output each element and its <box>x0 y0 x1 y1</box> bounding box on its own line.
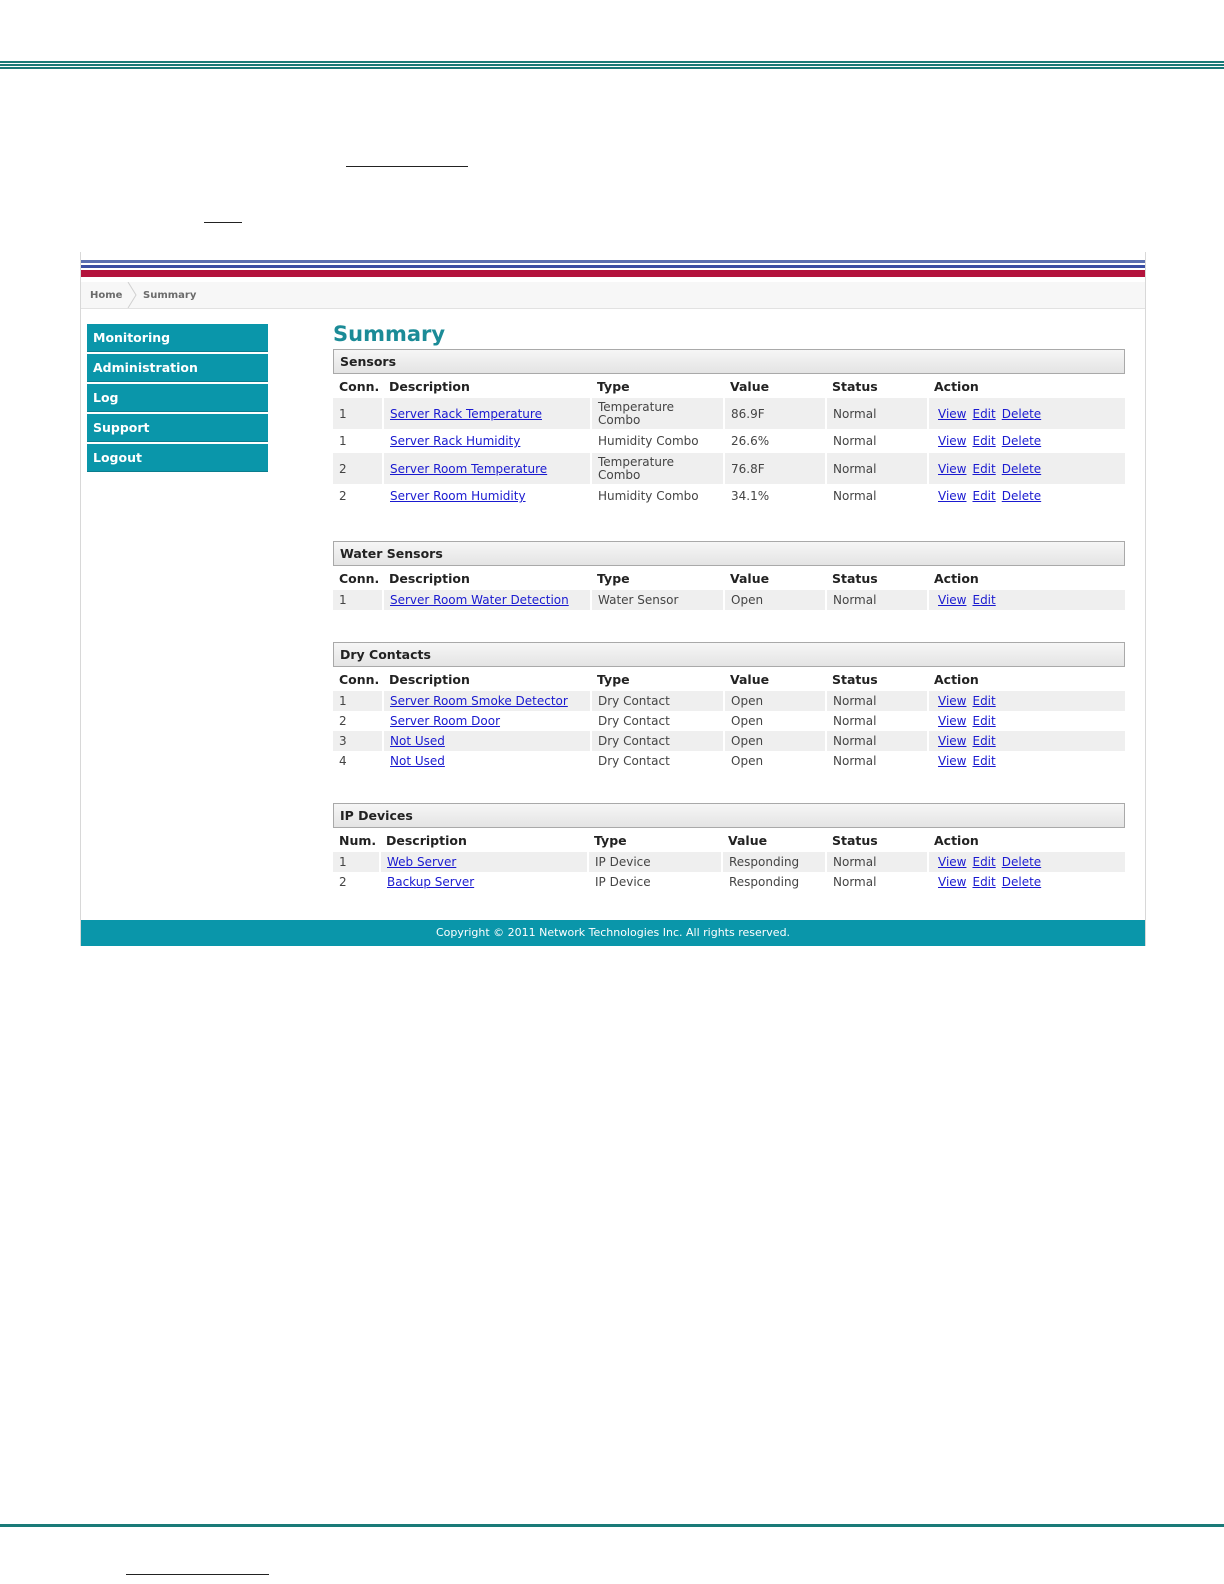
delete-link[interactable]: Delete <box>1001 406 1042 421</box>
cell-status: Normal <box>826 429 928 453</box>
edit-link[interactable]: Edit <box>972 461 996 476</box>
description-link[interactable]: Server Rack Humidity <box>390 434 521 448</box>
document-link-underline <box>346 166 468 167</box>
cell-description <box>383 590 591 610</box>
nav-item-log[interactable]: Log <box>87 384 268 412</box>
edit-link[interactable]: Edit <box>972 489 996 503</box>
cell-description <box>383 398 591 429</box>
table-row <box>333 590 1125 610</box>
column-header: Value <box>728 832 768 848</box>
table-row <box>333 453 1125 484</box>
column-header: Description <box>389 378 470 394</box>
edit-link[interactable]: Edit <box>972 714 996 728</box>
cell-value: Open <box>724 691 826 711</box>
description-link[interactable]: Server Room Door <box>390 714 501 728</box>
cell-value: Open <box>724 711 826 731</box>
cell-description <box>383 691 591 711</box>
cell-type: IP Device <box>588 872 722 892</box>
cell-number: 1 <box>333 429 383 453</box>
cell-description <box>383 751 591 771</box>
column-header: Status <box>832 378 878 394</box>
edit-link[interactable]: Edit <box>972 593 996 607</box>
cell-type: IP Device <box>588 852 722 872</box>
cell-number: 1 <box>333 398 383 429</box>
page-bottom-rule <box>0 1524 1224 1527</box>
cell-actions <box>928 429 1125 453</box>
column-header: Conn. <box>339 378 380 394</box>
column-header: Description <box>386 832 467 848</box>
column-header: Action <box>934 671 979 687</box>
cell-description <box>380 872 588 892</box>
cell-number: 2 <box>333 484 383 508</box>
column-header: Value <box>730 570 770 586</box>
cell-type: Dry Contact <box>591 731 724 751</box>
cell-actions <box>928 590 1125 610</box>
footer-copyright: Copyright © 2011 Network Technologies Inc. All rights reserved. <box>81 920 1145 946</box>
description-link[interactable]: Server Room Smoke Detector <box>390 694 568 708</box>
cell-status: Normal <box>826 484 928 508</box>
cell-status: Normal <box>826 453 928 484</box>
section-ip <box>333 803 1125 892</box>
chevron-right-icon <box>125 282 139 308</box>
cell-value: Responding <box>722 872 826 892</box>
column-header: Value <box>730 378 770 394</box>
description-link[interactable]: Not Used <box>390 754 445 768</box>
cell-status: Normal <box>826 691 928 711</box>
view-link[interactable]: View <box>938 734 967 748</box>
description-link[interactable]: Server Room Humidity <box>390 489 526 503</box>
cell-number: 1 <box>333 852 380 872</box>
cell-number: 2 <box>333 711 383 731</box>
view-link[interactable]: View <box>938 593 967 607</box>
column-header: Status <box>832 832 878 848</box>
view-link[interactable]: View <box>938 434 967 448</box>
cell-value: 26.6% <box>724 429 826 453</box>
cell-actions <box>928 484 1125 508</box>
edit-link[interactable]: Edit <box>972 875 996 889</box>
cell-type: Water Sensor <box>591 590 724 610</box>
column-header: Type <box>597 378 630 394</box>
view-link[interactable]: View <box>938 406 967 421</box>
cell-type: Dry Contact <box>591 751 724 771</box>
cell-value: 86.9F <box>724 398 826 429</box>
cell-value: Open <box>724 590 826 610</box>
cell-description <box>383 484 591 508</box>
column-header: Action <box>934 570 979 586</box>
cell-status: Normal <box>826 751 928 771</box>
cell-value: Responding <box>722 852 826 872</box>
table-row <box>333 398 1125 429</box>
column-header: Description <box>389 671 470 687</box>
page-title: Summary <box>333 322 446 346</box>
table-row <box>333 751 1125 771</box>
cell-description <box>383 731 591 751</box>
description-link[interactable]: Server Rack Temperature <box>390 406 542 421</box>
cell-value: 34.1% <box>724 484 826 508</box>
column-header: Type <box>597 671 630 687</box>
section-dry <box>333 642 1125 771</box>
delete-link[interactable]: Delete <box>1001 875 1042 889</box>
cell-description <box>383 453 591 484</box>
description-link[interactable]: Backup Server <box>387 875 475 889</box>
column-header: Status <box>832 671 878 687</box>
column-header: Description <box>389 570 470 586</box>
nav-item-administration[interactable]: Administration <box>87 354 268 382</box>
cell-description <box>380 852 588 872</box>
view-link[interactable]: View <box>938 489 967 503</box>
data-table <box>333 374 1125 508</box>
cell-actions <box>928 751 1125 771</box>
view-link[interactable]: View <box>938 855 967 869</box>
table-row <box>333 429 1125 453</box>
cell-type: Humidity Combo <box>591 484 724 508</box>
edit-link[interactable]: Edit <box>972 434 996 448</box>
sidebar-nav <box>87 324 268 474</box>
description-link[interactable]: Not Used <box>390 734 445 748</box>
cell-status: Normal <box>826 590 928 610</box>
table-row <box>333 731 1125 751</box>
cell-description <box>383 711 591 731</box>
description-link[interactable]: Web Server <box>387 855 457 869</box>
view-link[interactable]: View <box>938 754 967 768</box>
column-header: Status <box>832 570 878 586</box>
edit-link[interactable]: Edit <box>972 406 996 421</box>
table-row <box>333 852 1125 872</box>
table-row <box>333 872 1125 892</box>
edit-link[interactable]: Edit <box>972 855 996 869</box>
cell-number: 1 <box>333 590 383 610</box>
web-ui-screenshot <box>80 252 1146 946</box>
cell-number: 2 <box>333 872 380 892</box>
cell-type: Dry Contact <box>591 691 724 711</box>
section-title: Water Sensors <box>333 541 1125 566</box>
view-link[interactable]: View <box>938 461 967 476</box>
header-banner <box>81 260 1145 279</box>
data-table <box>333 667 1125 771</box>
column-header: Conn. <box>339 671 380 687</box>
edit-link[interactable]: Edit <box>972 694 996 708</box>
data-table <box>333 828 1125 892</box>
cell-number: 3 <box>333 731 383 751</box>
cell-status: Normal <box>826 731 928 751</box>
cell-description <box>383 429 591 453</box>
cell-type: Temperature Combo <box>591 453 724 484</box>
cell-value: Open <box>724 751 826 771</box>
cell-actions <box>928 691 1125 711</box>
nav-item-logout[interactable]: Logout <box>87 444 268 472</box>
cell-status: Normal <box>826 711 928 731</box>
column-header: Type <box>597 570 630 586</box>
cell-number: 4 <box>333 751 383 771</box>
cell-type: Temperature Combo <box>591 398 724 429</box>
cell-type: Humidity Combo <box>591 429 724 453</box>
description-link[interactable]: Server Room Temperature <box>390 461 548 476</box>
cell-actions <box>928 453 1125 484</box>
page-top-rule <box>0 61 1224 71</box>
view-link[interactable]: View <box>938 714 967 728</box>
table-row <box>333 484 1125 508</box>
section-water <box>333 541 1125 610</box>
table-row <box>333 691 1125 711</box>
document-link-underline <box>204 222 242 223</box>
breadcrumb-current: Summary <box>143 290 197 301</box>
column-header: Type <box>594 832 627 848</box>
cell-type: Dry Contact <box>591 711 724 731</box>
document-link-underline <box>126 1574 269 1575</box>
cell-status: Normal <box>826 852 928 872</box>
section-title: Sensors <box>333 349 1125 374</box>
breadcrumb <box>81 282 1145 309</box>
view-link[interactable]: View <box>938 875 967 889</box>
delete-link[interactable]: Delete <box>1001 434 1042 448</box>
column-header: Action <box>934 832 979 848</box>
column-header: Value <box>730 671 770 687</box>
cell-value: Open <box>724 731 826 751</box>
data-table <box>333 566 1125 610</box>
column-header: Num. <box>339 832 377 848</box>
cell-actions <box>928 872 1125 892</box>
delete-link[interactable]: Delete <box>1001 855 1042 869</box>
cell-status: Normal <box>826 872 928 892</box>
description-link[interactable]: Server Room Water Detection <box>390 593 569 607</box>
table-row <box>333 711 1125 731</box>
edit-link[interactable]: Edit <box>972 754 996 768</box>
cell-actions <box>928 852 1125 872</box>
cell-actions <box>928 398 1125 429</box>
section-title: IP Devices <box>333 803 1125 828</box>
cell-status: Normal <box>826 398 928 429</box>
nav-item-support[interactable]: Support <box>87 414 268 442</box>
cell-actions <box>928 731 1125 751</box>
nav-item-monitoring[interactable]: Monitoring <box>87 324 268 352</box>
main-content <box>333 322 1125 892</box>
section-title: Dry Contacts <box>333 642 1125 667</box>
cell-number: 2 <box>333 453 383 484</box>
delete-link[interactable]: Delete <box>1001 489 1042 503</box>
edit-link[interactable]: Edit <box>972 734 996 748</box>
section-sensors <box>333 349 1125 508</box>
delete-link[interactable]: Delete <box>1001 461 1042 476</box>
column-header: Conn. <box>339 570 380 586</box>
cell-value: 76.8F <box>724 453 826 484</box>
cell-actions <box>928 711 1125 731</box>
view-link[interactable]: View <box>938 694 967 708</box>
breadcrumb-home[interactable]: Home <box>90 290 123 301</box>
column-header: Action <box>934 378 979 394</box>
cell-number: 1 <box>333 691 383 711</box>
